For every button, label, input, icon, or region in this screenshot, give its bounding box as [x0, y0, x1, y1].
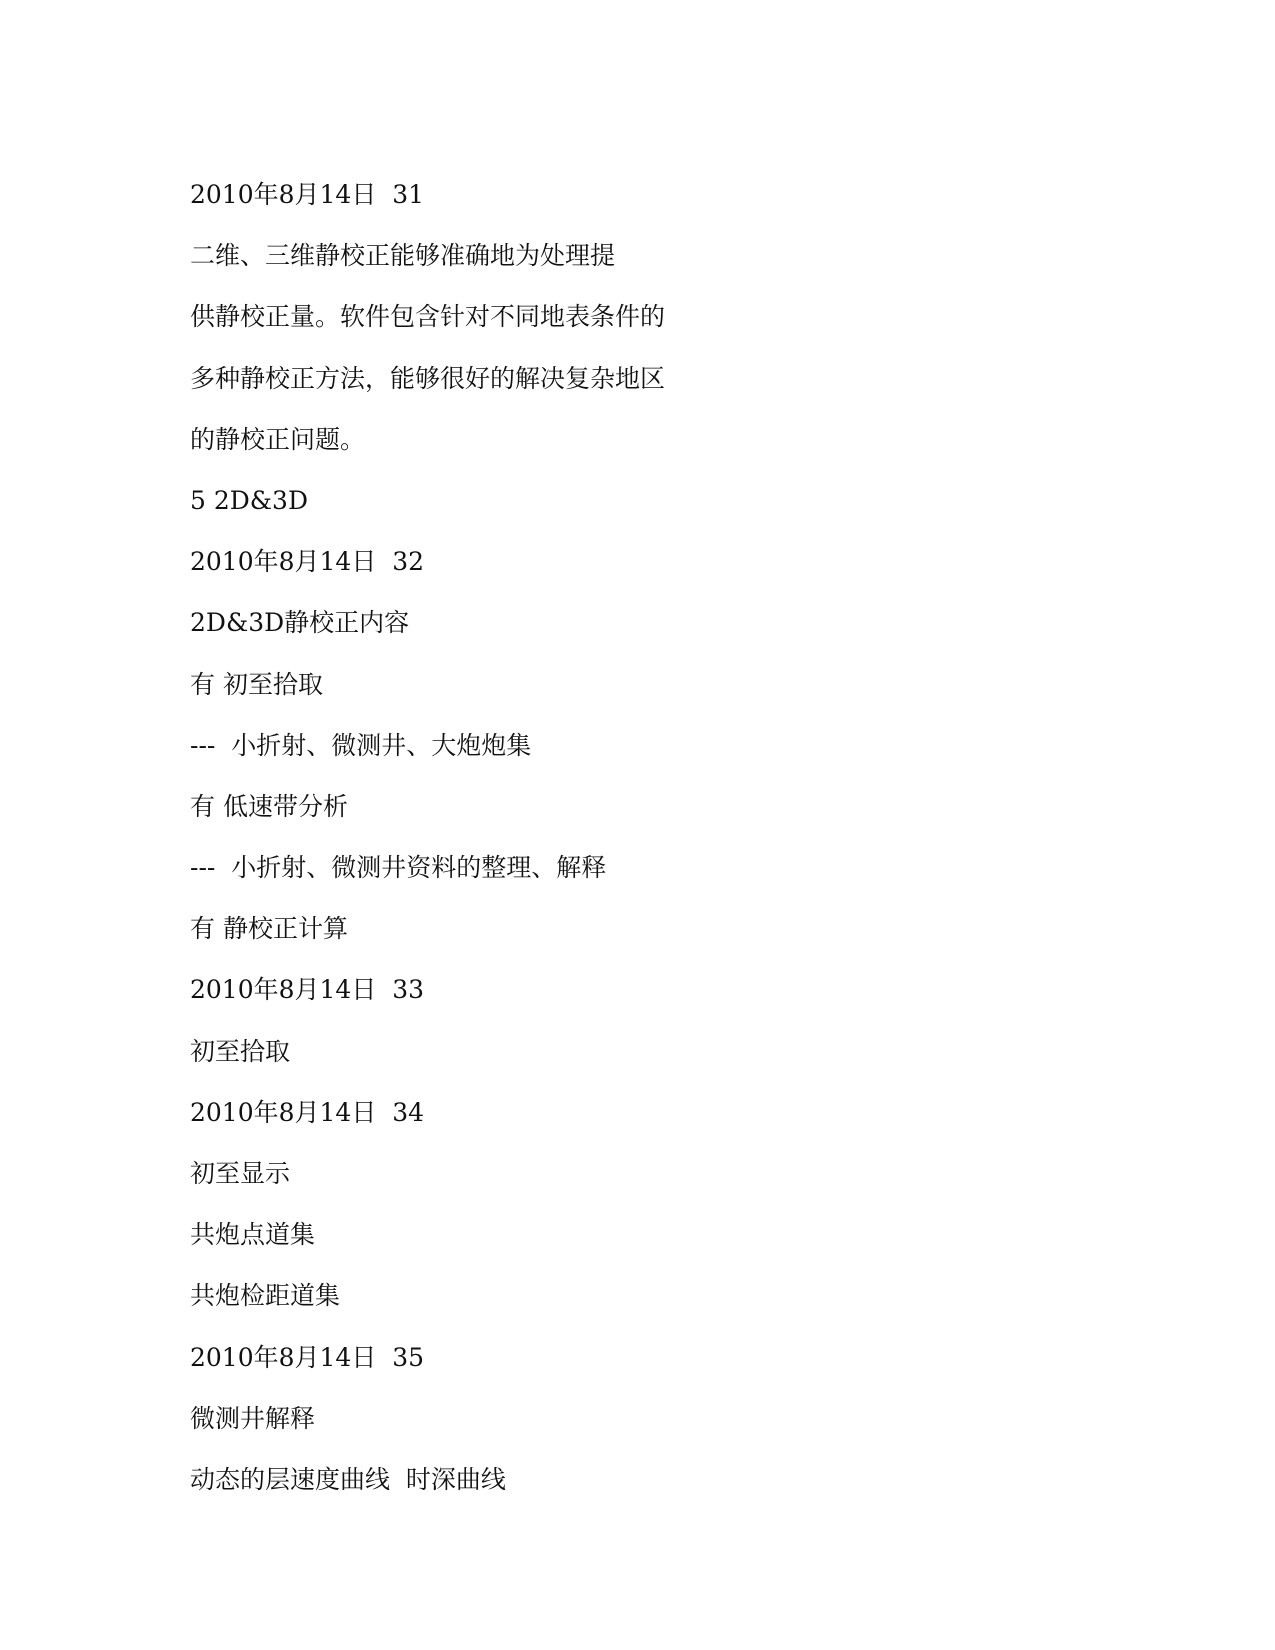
section-label: 5 2D&3D: [190, 485, 309, 515]
sub-bullet-item: --- 小折射、微测井资料的整理、解释: [190, 853, 607, 883]
bullet-item: 有 初至拾取: [190, 669, 323, 699]
sub-bullet-item: --- 小折射、微测井、大炮炮集: [190, 730, 532, 760]
section-heading: 微测井解释: [190, 1403, 316, 1433]
document-text-column: [190, 175, 1090, 1521]
text-line: 共炮检距道集: [190, 1281, 341, 1311]
section-heading: 2D&3D静校正内容: [190, 608, 410, 638]
paragraph-line: 二维、三维静校正能够准确地为处理提: [190, 241, 616, 271]
date-page-line: 2010年8月14日 31: [190, 180, 425, 209]
paragraph-line: 多种静校正方法，能够很好的解决复杂地区: [190, 363, 666, 393]
text-line: 共炮点道集: [190, 1220, 316, 1250]
section-heading: 初至显示: [190, 1159, 291, 1188]
text-line: 动态的层速度曲线 时深曲线: [190, 1464, 506, 1494]
bullet-item: 有 静校正计算: [190, 914, 348, 944]
section-heading: 初至拾取: [190, 1036, 291, 1066]
paragraph-line: 供静校正量。软件包含针对不同地表条件的: [190, 302, 666, 332]
paragraph-line: 的静校正问题。: [190, 424, 366, 454]
bullet-item: 有 低速带分析: [190, 791, 348, 821]
date-page-line: 2010年8月14日 34: [190, 1097, 425, 1127]
date-page-line: 2010年8月14日 32: [190, 547, 425, 577]
date-page-line: 2010年8月14日 35: [190, 1342, 425, 1372]
date-page-line: 2010年8月14日 33: [190, 975, 425, 1005]
